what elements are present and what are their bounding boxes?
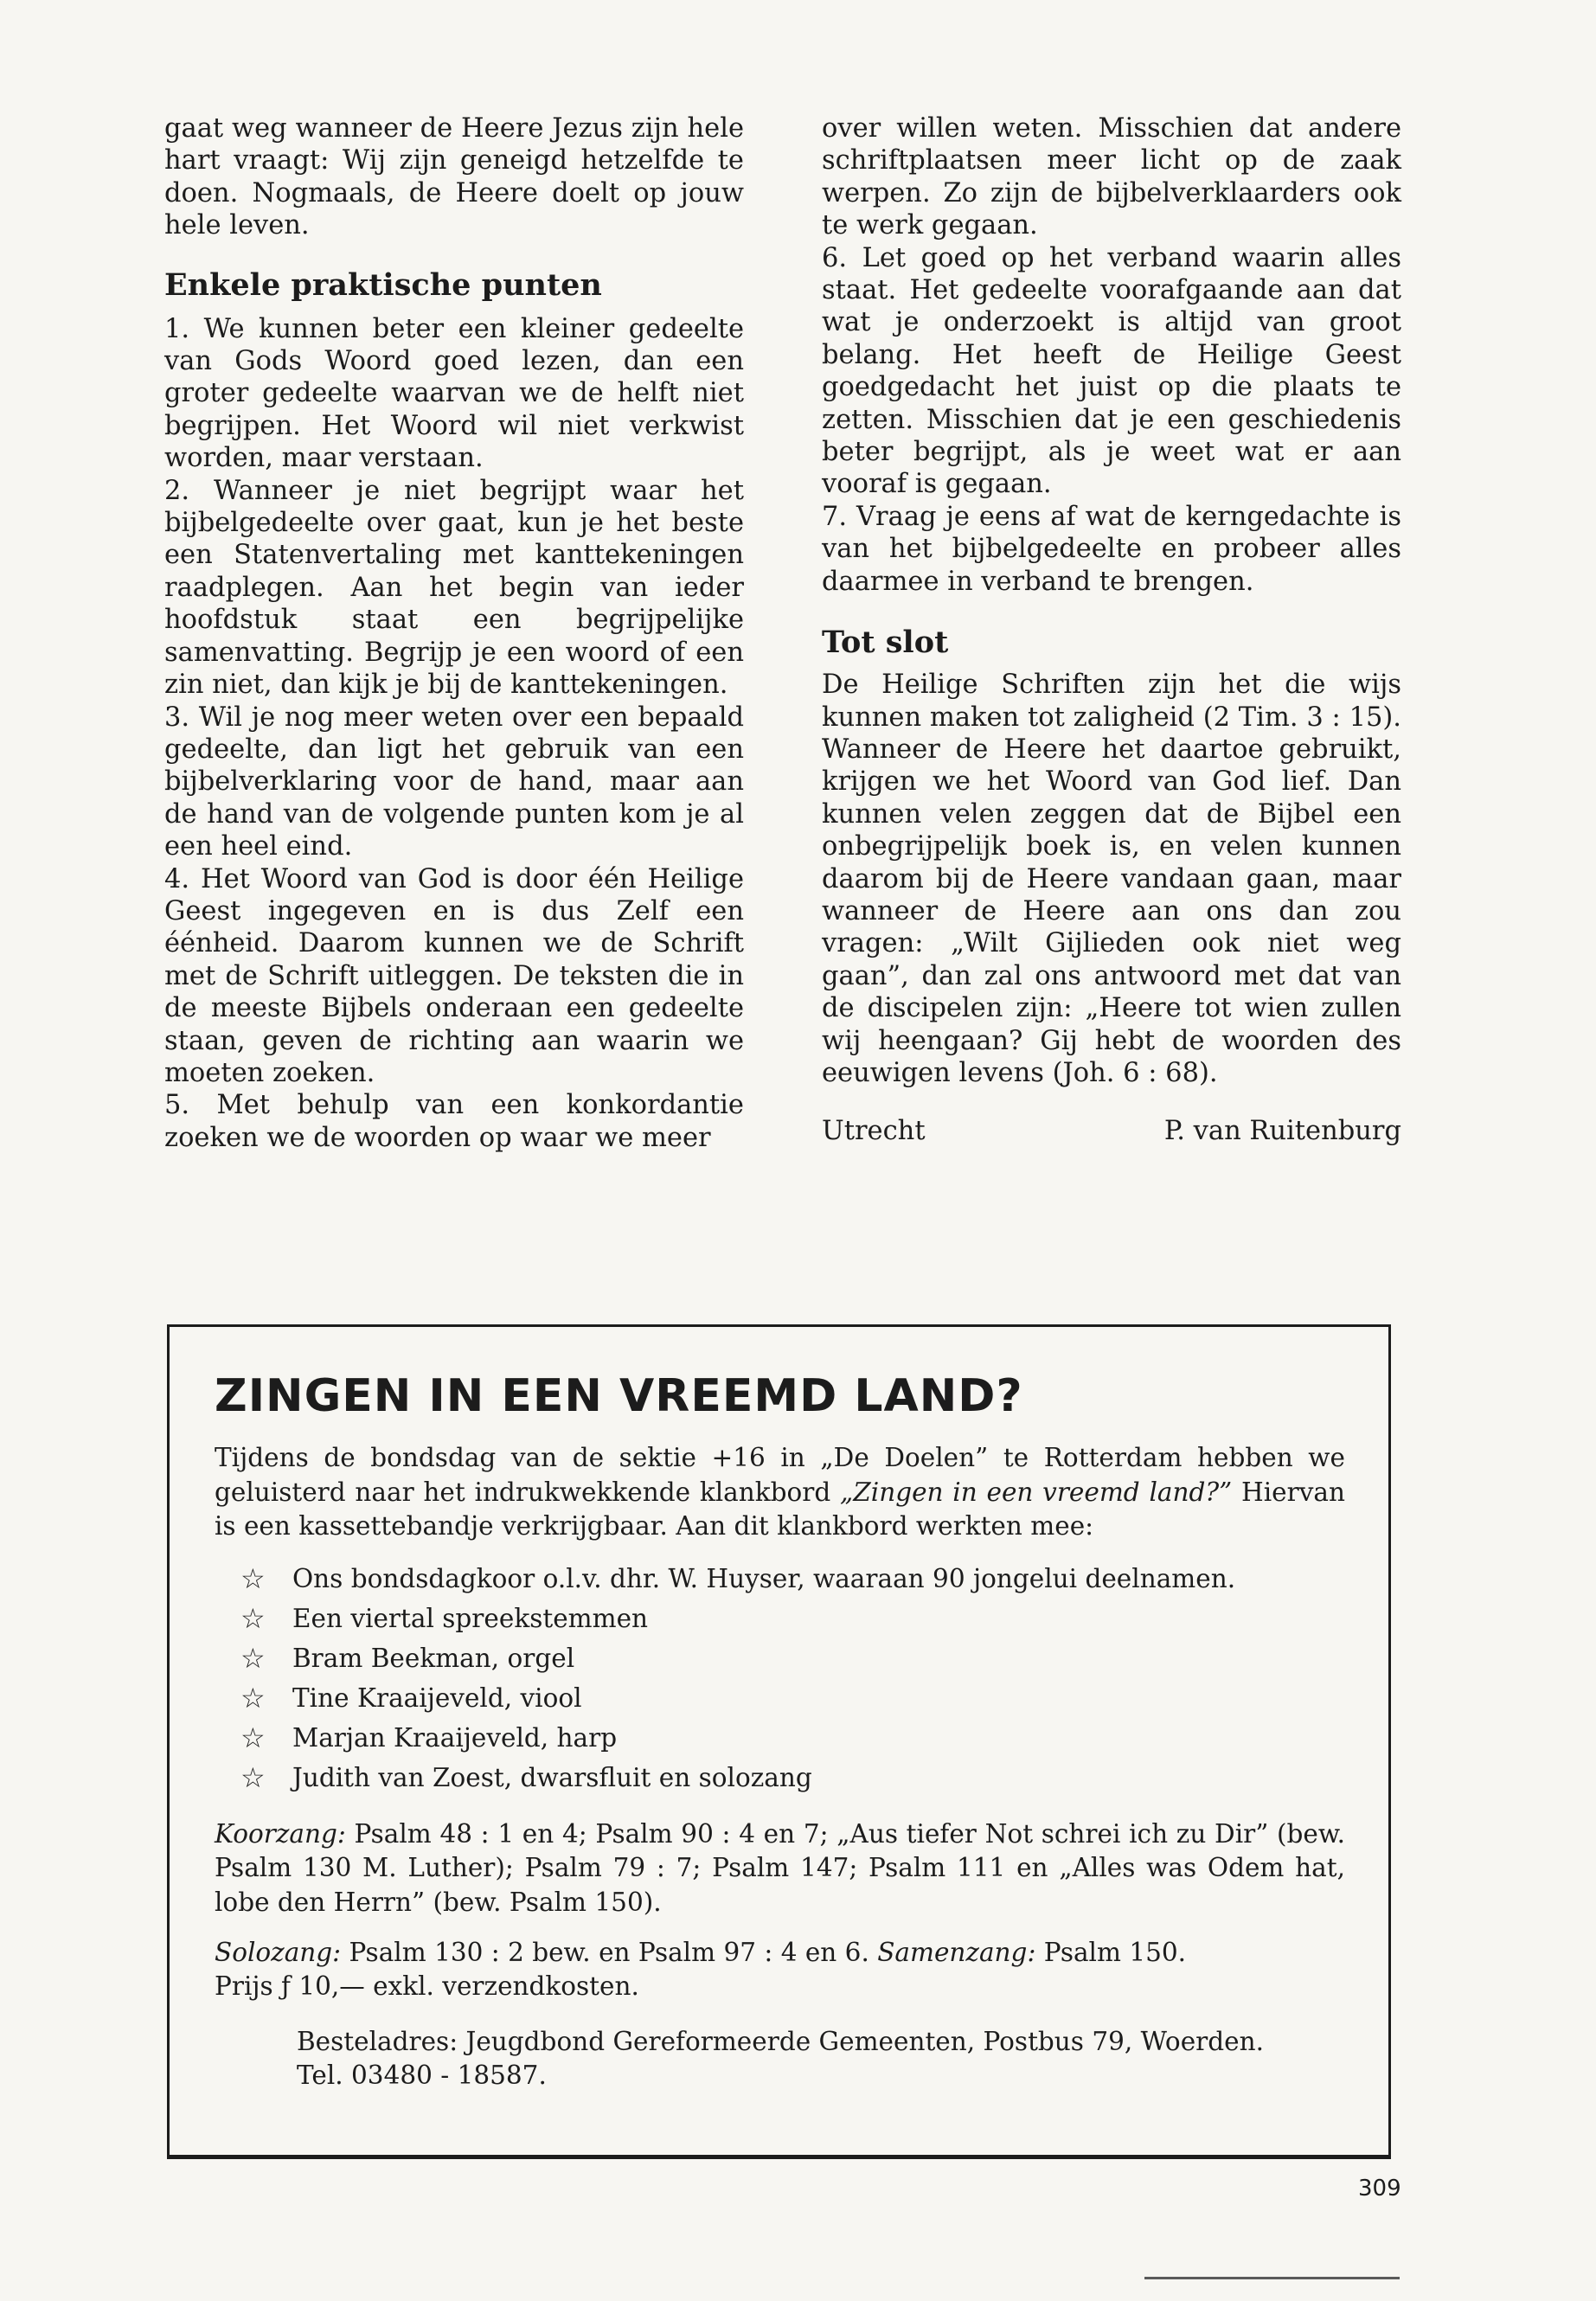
- star-icon: ☆: [240, 1721, 266, 1754]
- signature-author: P. van Ruitenburg: [1163, 1116, 1401, 1147]
- section-heading-tot-slot: Tot slot: [822, 625, 949, 661]
- point-2: 2. Wanneer je niet begrijpt waar het bijbelgedeelte over gaat, kun je het beste een Statenvertaling met kanttekeningen raadplegen. Aan het begin van ieder hoofdstuk staat een begrijpelijke samenvatting. Begrijp je een woord of een zin niet, dan kijk je bij de kanttekeningen.: [164, 475, 744, 701]
- advert-intro-title: „Zingen in een vreemd land?”: [839, 1477, 1233, 1507]
- list-item: [240, 1599, 1345, 1639]
- koorzang-paragraph: [215, 1817, 1345, 1920]
- list-item: [240, 1759, 1345, 1798]
- advert-intro: [215, 1441, 1345, 1544]
- samenzang-label: Samenzang:: [877, 1937, 1036, 1967]
- point-6: 6. Let goed op het verband waarin alles staat. Het gedeelte voorafgaande aan dat wat je onderzoekt is altijd van groot belang. Het heeft de Heilige Geest goedgedacht het juist op die plaats te zetten. Misschien dat je een geschiedenis beter begrijpt, als je weet wat er aan vooraf is gegaan.: [822, 242, 1401, 500]
- koorzang-label: Koorzang:: [215, 1818, 346, 1849]
- left-intro-paragraph: gaat weg wanneer de Heere Jezus zijn hele hart vraagt: Wij zijn geneigd hetzelfde te doen. Nogmaals, de Heere doelt op jouw hele leven.: [164, 113, 744, 241]
- price-line: Prijs ƒ 10,— exkl. verzendkosten.: [215, 1971, 639, 2002]
- star-icon: ☆: [240, 1681, 266, 1715]
- samenzang-text: Psalm 150.: [1035, 1937, 1187, 1967]
- closing-paragraph: De Heilige Schriften zijn het die wijs kunnen maken tot zaligheid (2 Tim. 3 : 15). Wanneer de Heere het daartoe gebruikt, krijgen we het Woord van God lief. Dan kunnen velen zeggen dat de Bijbel een onbegrijpelijk boek is, en velen kunnen daarom bij de Heere vandaan gaan, maar wanneer de Heere aan ons dan zou vragen: „Wilt Gijlieden ook niet weg gaan”, dan zal ons antwoord met dat van de discipelen zijn: „Heere tot wien zullen wij heengaan? Gij hebt de woorden des eeuwigen levens (Joh. 6 : 68).: [822, 670, 1401, 1088]
- point-5: 5. Met behulp van een konkordantie zoeken we de woorden op waar we meer: [164, 1090, 744, 1153]
- credit-text: Judith van Zoest, dwarsfluit en solozang: [292, 1762, 812, 1792]
- advert-intro-before: Tijdens de bondsdag van de sektie +16 in „De Doelen” te Rotterdam hebben we geluisterd naar het indrukwekkende klankbord: [215, 1443, 1345, 1507]
- credits-list: [215, 1560, 1345, 1798]
- solozang-paragraph: [215, 1936, 1345, 1971]
- footer-rule: [1144, 2277, 1400, 2279]
- list-item: [240, 1560, 1345, 1599]
- advert-intro-after: Hiervan is een kassettebandje verkrijgbaar. Aan dit klankbord werkten mee:: [215, 1477, 1345, 1541]
- credit-text: Bram Beekman, orgel: [292, 1643, 575, 1673]
- point-7: 7. Vraag je eens af wat de kerngedachte is van het bijbelgedeelte en probeer alles daarmee in verband te brengen.: [822, 501, 1401, 597]
- credit-text: Tine Kraaijeveld, viool: [292, 1682, 582, 1713]
- advert-title: ZINGEN IN EEN VREEMD LAND?: [215, 1370, 1023, 1422]
- right-column: [822, 112, 1401, 1148]
- list-item: [240, 1719, 1345, 1759]
- signature-place: Utrecht: [822, 1116, 926, 1147]
- koorzang-text: Psalm 48 : 1 en 4; Psalm 90 : 4 en 7; „Aus tiefer Not schrei ich zu Dir” (bew. Psalm 130 M. Luther); Psalm 79 : 7; Psalm 147; Psalm 111 en „Alles was Odem hat, lobe den Herrn” (bew. Psalm 150).: [215, 1818, 1345, 1917]
- solozang-text: Psalm 130 : 2 bew. en Psalm 97 : 4 en 6.: [341, 1937, 878, 1967]
- left-column: [164, 112, 744, 1154]
- solozang-label: Solozang:: [215, 1937, 342, 1967]
- list-item: [240, 1679, 1345, 1719]
- point-5-continuation: over willen weten. Misschien dat andere schriftplaatsen meer licht op de zaak werpen. Zo zijn de bijbelverklaarders ook te werk gegaan.: [822, 113, 1401, 241]
- credit-text: Ons bondsdagkoor o.l.v. dhr. W. Huyser, waaraan 90 jongelui deelnamen.: [292, 1563, 1236, 1593]
- star-icon: ☆: [240, 1760, 266, 1794]
- star-icon: ☆: [240, 1641, 266, 1675]
- credit-text: Een viertal spreekstemmen: [292, 1603, 649, 1633]
- star-icon: ☆: [240, 1601, 266, 1635]
- point-1: 1. We kunnen beter een kleiner gedeelte van Gods Woord goed lezen, dan een groter gedeelte waarvan we de helft niet begrijpen. Het Woord wil niet verkwist worden, maar verstaan.: [164, 313, 744, 474]
- point-4: 4. Het Woord van God is door één Heilige Geest ingegeven en is dus Zelf een éénheid. Daarom kunnen we de Schrift met de Schrift uitleggen. De teksten die in de meeste Bijbels onderaan een gedeelte staan, geven de richting aan waarin we moeten zoeken.: [164, 863, 744, 1088]
- point-3: 3. Wil je nog meer weten over een bepaald gedeelte, dan ligt het gebruik van een bijbelverklaring voor de hand, maar aan de hand van de volgende punten kom je al een heel eind.: [164, 702, 744, 862]
- order-phone: Tel. 03480 - 18587.: [297, 2061, 547, 2091]
- signature-line: [822, 1115, 1401, 1147]
- credit-text: Marjan Kraaijeveld, harp: [292, 1722, 618, 1753]
- advert-box: [167, 1324, 1391, 2159]
- section-heading-praktische-punten: Enkele praktische punten: [164, 266, 602, 303]
- page-number: 309: [1358, 2176, 1401, 2202]
- order-address: Besteladres: Jeugdbond Gereformeerde Gemeenten, Postbus 79, Woerden.: [297, 2026, 1264, 2056]
- star-icon: ☆: [240, 1561, 266, 1595]
- list-item: [240, 1639, 1345, 1679]
